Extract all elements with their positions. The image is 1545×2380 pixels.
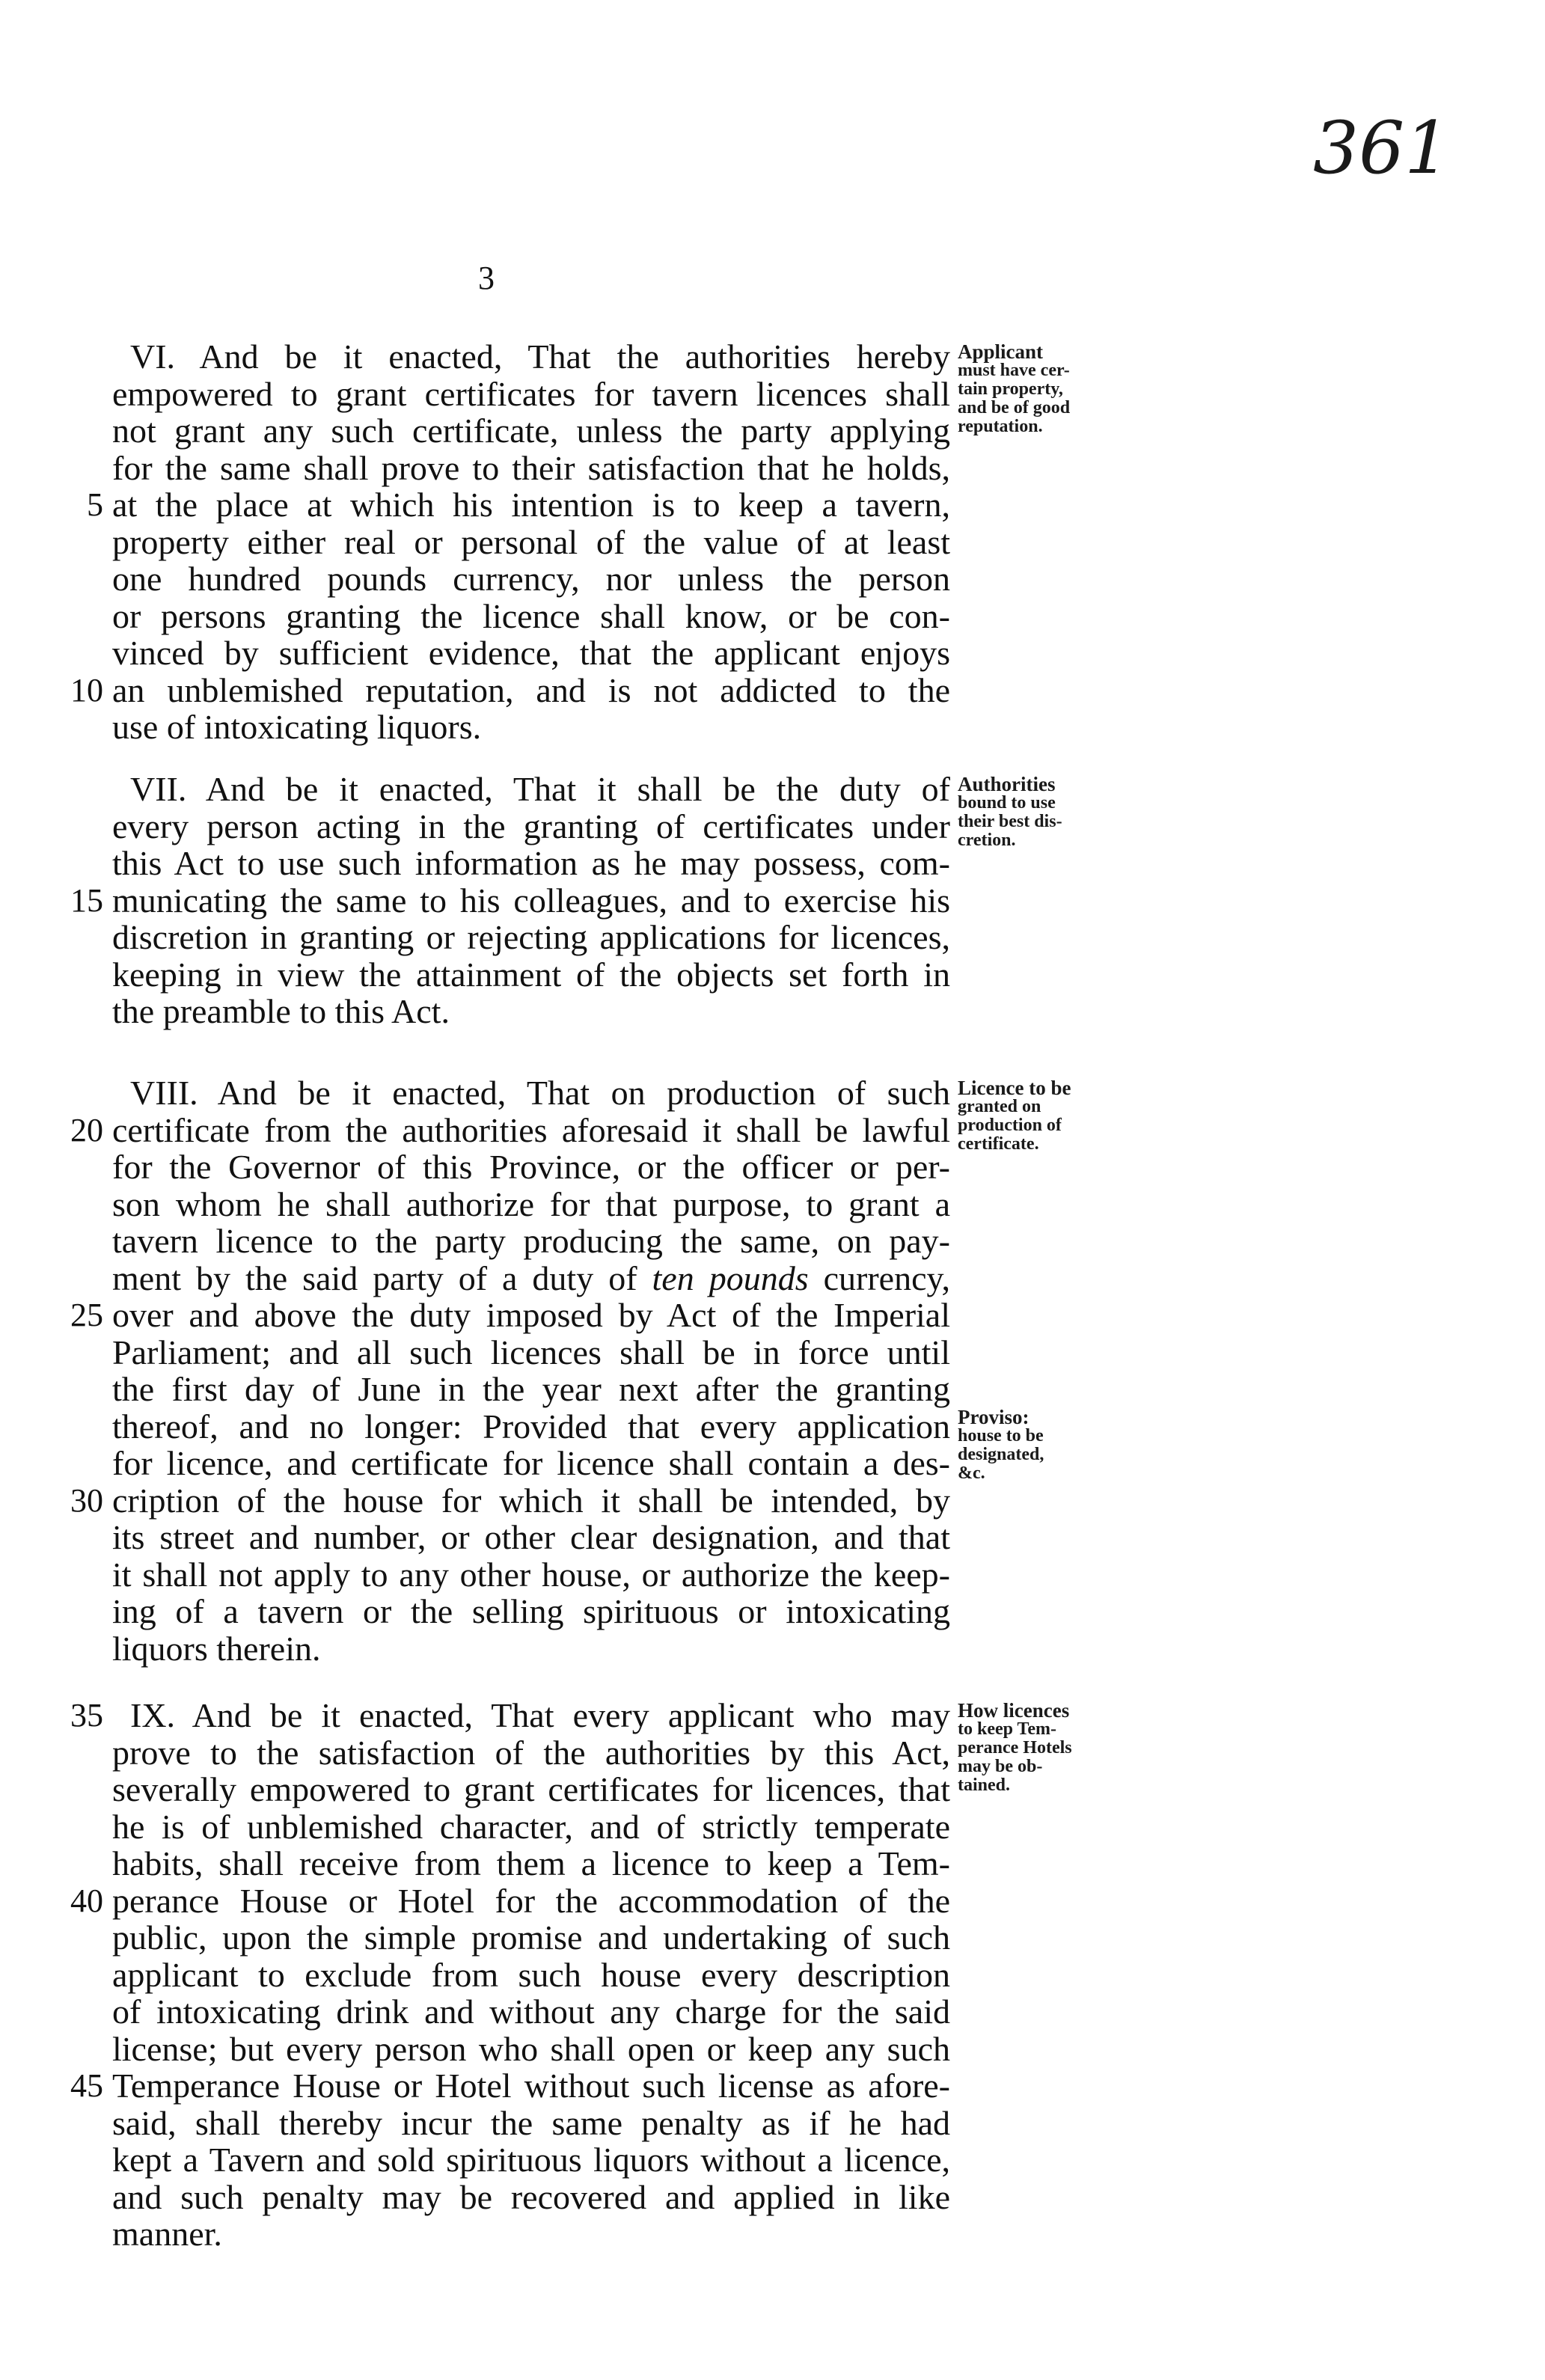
text-line <box>70 1481 950 1520</box>
text-line <box>112 338 950 376</box>
line-text: property either real or personal of the value of at least <box>112 522 950 561</box>
line-text: said, shall thereby incur the same penalty as if he had <box>112 2103 950 2142</box>
text-line <box>112 2179 950 2216</box>
line-text: this Act to use such information as he may possess, com- <box>112 844 950 882</box>
line-text: the first day of June in the year next after the granting <box>112 1370 950 1408</box>
line-text: severally empowered to grant certificates for licences, that <box>112 1770 950 1808</box>
line-number: 20 <box>70 1111 103 1148</box>
section-ix <box>70 1696 950 2253</box>
text-line <box>112 771 950 808</box>
line-text: applicant to exclude from such house every description <box>112 1955 950 1994</box>
text-line <box>112 1334 950 1371</box>
text-line <box>112 1593 950 1630</box>
line-text: an unblemished reputation, and is not addicted to the <box>112 670 950 709</box>
text-line <box>112 450 950 487</box>
margin-note-line: house to be <box>958 1426 1044 1446</box>
margin-note-line: Licence to be <box>958 1077 1071 1099</box>
margin-note-line: production of <box>958 1116 1062 1135</box>
line-number: 45 <box>70 2067 103 2104</box>
text-line <box>112 1630 950 1668</box>
margin-note-line: bound to use <box>958 793 1056 813</box>
margin-note-line: Proviso: <box>958 1406 1030 1428</box>
line-text: for the same shall prove to their satisfaction that he holds, <box>112 448 950 487</box>
line-text: license; but every person who shall open or keep any such <box>112 2029 950 2068</box>
margin-note-line: cretion. <box>958 830 1016 850</box>
line-text: one hundred pounds currency, nor unless the person <box>112 560 950 598</box>
text-line <box>112 2105 950 2142</box>
line-text: empowered to grant certificates for tavern licences shall <box>112 374 950 413</box>
text-line <box>112 808 950 845</box>
line-text: of intoxicating drink and without any charge for the said <box>112 1992 950 2031</box>
text-line <box>112 376 950 413</box>
text-line <box>112 412 950 450</box>
margin-note-line: granted on <box>958 1097 1041 1116</box>
line-text: its street and number, or other clear designation, and that <box>112 1518 950 1556</box>
margin-note-line: reputation. <box>958 417 1043 436</box>
line-text: at the place at which his intention is to keep a tavern, <box>112 486 950 524</box>
margin-note-ix <box>958 1701 1130 1795</box>
margin-note-line: perance Hotels <box>958 1738 1072 1758</box>
line-text: habits, shall receive from them a licence to keep a Tem- <box>112 1844 950 1882</box>
margin-note-viii-proviso <box>958 1408 1130 1483</box>
line-number: 35 <box>70 1697 103 1734</box>
text-line <box>112 1371 950 1408</box>
margin-note-line: to keep Tem- <box>958 1719 1056 1739</box>
text-line <box>70 1696 950 1734</box>
section-viii <box>70 1074 950 1668</box>
text-line <box>112 1074 950 1112</box>
line-number: 30 <box>70 1481 103 1519</box>
text-line <box>112 560 950 598</box>
text-line <box>112 1556 950 1594</box>
margin-note-line: certificate. <box>958 1134 1039 1154</box>
line-number: 10 <box>70 671 103 709</box>
line-text: ing of a tavern or the selling spirituous or intoxicating <box>112 1592 950 1630</box>
margin-note-line: Authorities <box>958 773 1056 795</box>
text-line <box>112 1919 950 1957</box>
margin-note-line: Applicant <box>958 340 1044 363</box>
text-line <box>112 634 950 672</box>
margin-note-line: must have cer- <box>958 361 1070 380</box>
line-text: kept a Tavern and sold spirituous liquors without a licence, <box>112 2141 950 2179</box>
line-text: tavern licence to the party producing the same, on pay- <box>112 1222 950 1260</box>
line-text: for the Governor of this Province, or the officer or per- <box>112 1148 950 1186</box>
margin-note-line: How licences <box>958 1699 1070 1722</box>
text-line <box>112 1408 950 1446</box>
line-text: ment by the said party of a duty of ten pounds currency, <box>112 1258 950 1297</box>
line-text: use of intoxicating liquors. <box>112 708 482 746</box>
line-text: liquors therein. <box>112 1629 321 1668</box>
line-text: VII. And be it enacted, That it shall be the duty of <box>130 770 950 808</box>
line-number: 5 <box>87 486 103 523</box>
line-text: public, upon the simple promise and undertaking of such <box>112 1918 950 1957</box>
line-text: discretion in granting or rejecting applications for licences, <box>112 918 950 956</box>
text-line <box>112 993 950 1030</box>
text-line <box>112 845 950 882</box>
margin-note-line: may be ob- <box>958 1757 1043 1776</box>
margin-note-vii <box>958 775 1130 850</box>
text-line <box>112 919 950 956</box>
line-text: IX. And be it enacted, That every applicant who may <box>130 1696 950 1734</box>
text-line <box>112 2031 950 2068</box>
margin-note-line: &c. <box>958 1463 985 1483</box>
line-text: and such penalty may be recovered and applied in like <box>112 2177 950 2216</box>
text-line <box>112 2215 950 2253</box>
text-line <box>112 956 950 994</box>
line-number: 25 <box>70 1297 103 1333</box>
text-line <box>112 524 950 561</box>
line-text: VIII. And be it enacted, That on production of such <box>130 1074 950 1112</box>
text-line <box>112 1845 950 1882</box>
line-text: keeping in view the attainment of the objects set forth in <box>112 955 950 994</box>
line-text: VI. And be it enacted, That the authorities hereby <box>130 337 950 376</box>
line-text: it shall not apply to any other house, or authorize the keep- <box>112 1555 950 1594</box>
line-text: manner. <box>112 2215 222 2253</box>
line-text: or persons granting the licence shall know, or be con- <box>112 596 950 635</box>
line-text: municating the same to his colleagues, and to exercise his <box>112 881 950 920</box>
margin-note-viii <box>958 1079 1130 1154</box>
line-number: 15 <box>70 881 103 919</box>
section-vii <box>70 770 950 1030</box>
line-text: certificate from the authorities aforesaid it shall be lawful <box>112 1110 950 1149</box>
text-line <box>112 1771 950 1808</box>
line-text: vinced by sufficient evidence, that the applicant enjoys <box>112 634 950 672</box>
line-text: over and above the duty imposed by Act of the Imperial <box>112 1296 950 1334</box>
text-line <box>112 1993 950 2031</box>
line-text: for licence, and certificate for licence shall contain a des- <box>112 1444 950 1482</box>
margin-note-line: designated, <box>958 1445 1044 1464</box>
page-number: 3 <box>478 260 495 296</box>
text-line <box>87 486 950 524</box>
margin-note-line: their best dis- <box>958 812 1062 831</box>
margin-note-line: tained. <box>958 1775 1011 1795</box>
margin-note-line: tain property, <box>958 379 1063 399</box>
text-line <box>112 1957 950 1994</box>
margin-note-line: and be of good <box>958 398 1071 417</box>
line-text: prove to the satisfaction of the authorities by this Act, <box>112 1733 950 1772</box>
text-line <box>112 1519 950 1556</box>
section-vi <box>70 337 950 746</box>
text-line <box>112 1734 950 1772</box>
text-line <box>112 1186 950 1223</box>
text-line <box>112 709 950 746</box>
handwritten-folio-number: 361 <box>1313 106 1451 190</box>
text-line <box>112 1260 950 1297</box>
line-text: every person acting in the granting of certificates under <box>112 807 950 845</box>
text-line <box>112 2141 950 2179</box>
text-line <box>112 598 950 635</box>
line-text: the preamble to this Act. <box>112 992 450 1030</box>
text-line <box>70 1296 950 1334</box>
line-text: son whom he shall authorize for that purpose, to grant a <box>112 1184 950 1223</box>
line-text: he is of unblemished character, and of strictly temperate <box>112 1807 950 1846</box>
text-line <box>112 1148 950 1186</box>
line-number: 40 <box>70 1882 103 1919</box>
text-line <box>70 1881 950 1920</box>
text-line <box>70 2067 950 2105</box>
line-text: thereof, and no longer: Provided that every application <box>112 1407 950 1446</box>
line-text: Temperance House or Hotel without such license as afore- <box>112 2067 950 2105</box>
line-text: perance House or Hotel for the accommodation of the <box>112 1881 950 1920</box>
text-line <box>70 670 950 709</box>
line-text: cription of the house for which it shall be intended, by <box>112 1481 950 1520</box>
text-line <box>70 881 950 920</box>
text-line <box>70 1110 950 1149</box>
text-line <box>112 1223 950 1260</box>
line-text: Parliament; and all such licences shall be in force until <box>112 1333 950 1371</box>
margin-note-vi <box>958 340 1130 436</box>
text-line <box>112 1445 950 1482</box>
text-line <box>112 1808 950 1846</box>
line-text: not grant any such certificate, unless the party applying <box>112 412 950 450</box>
